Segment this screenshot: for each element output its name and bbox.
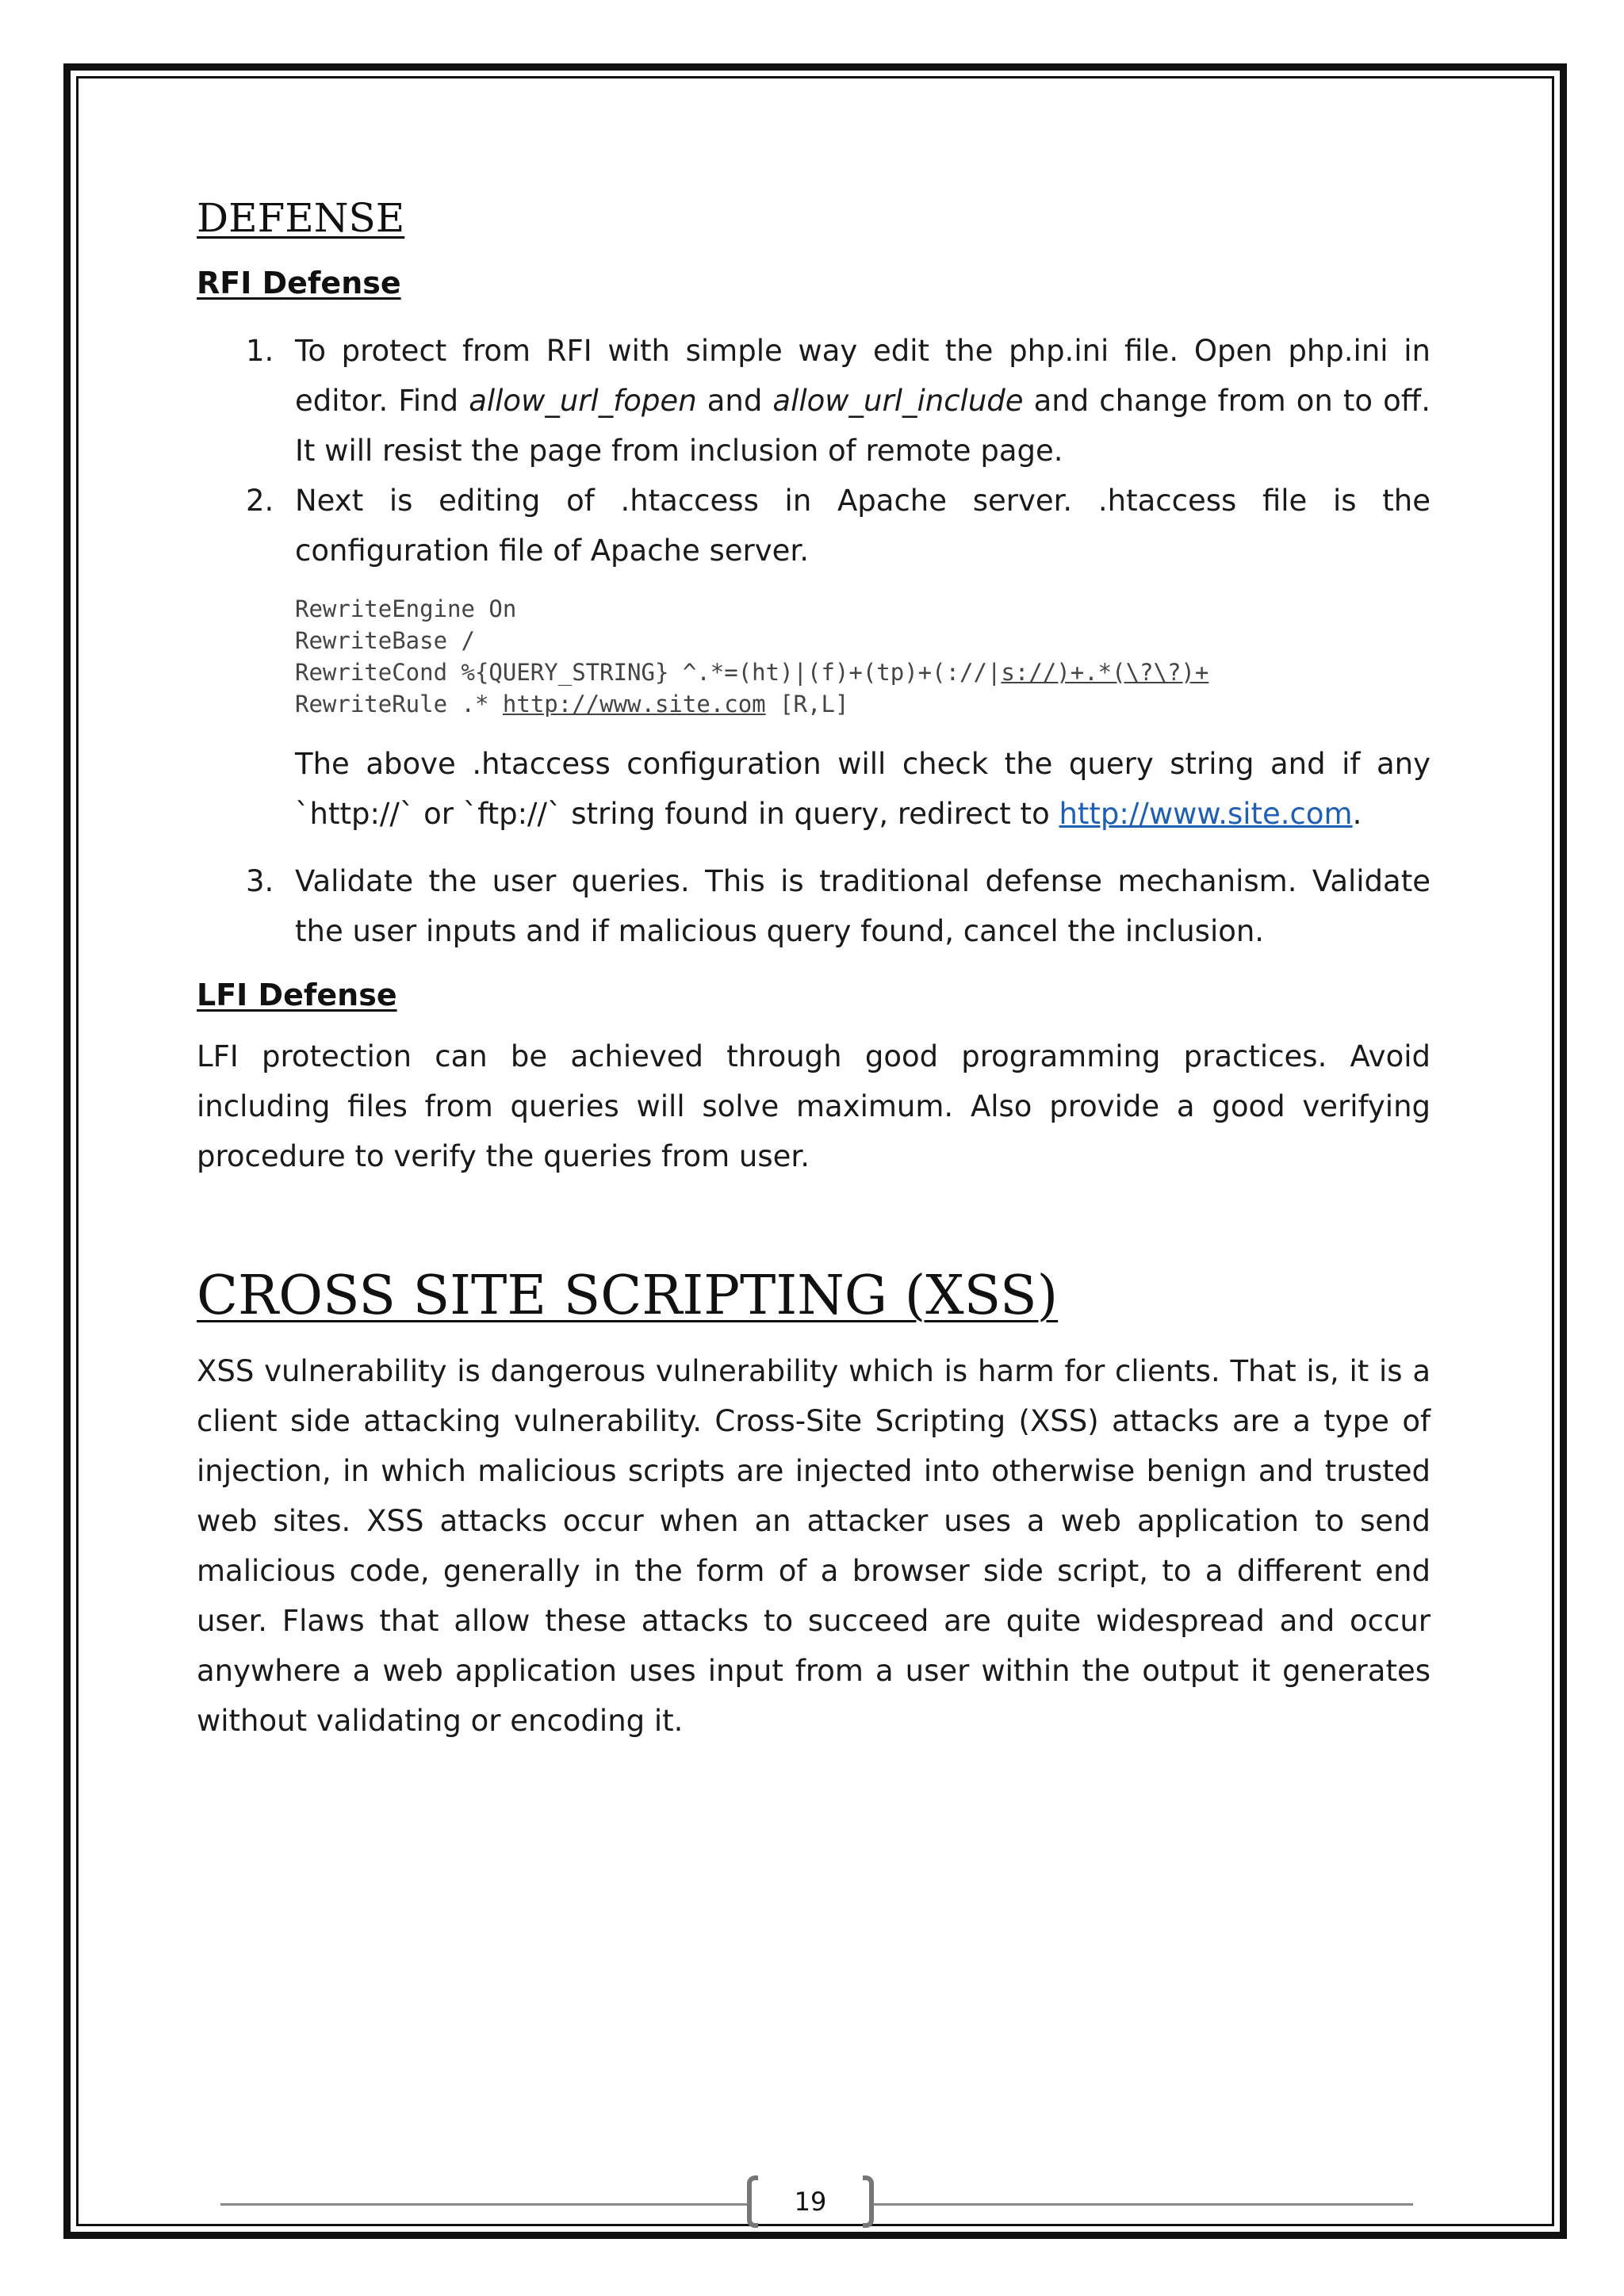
list-item [197,856,1431,956]
htaccess-explanation [295,739,1431,839]
rfi-defense-list [197,326,1431,576]
footer-rule-right [874,2203,1413,2206]
site-link[interactable]: http://www.site.com [1059,797,1353,831]
list-text: Validate the user queries. This is traditional defense mechanism. Validate the user inputs and if malicious query found, cancel the inclusion. [295,864,1431,948]
footer-rule-left [220,2203,747,2206]
setting-name: allow_url_include [772,384,1024,418]
list-text: Next is editing of .htaccess in Apache server. .htaccess file is the configuration file of Apache server. [295,484,1431,568]
page-content [197,190,1431,1746]
list-item [197,326,1431,476]
list-text: and [696,384,773,418]
code-url: http://www.site.com [502,691,766,718]
code-text: RewriteRule .* [295,691,503,718]
xss-paragraph: XSS vulnerability is dangerous vulnerability which is harm for clients. That is, it is a client side attacking vulnerability. Cross-Site Scripting (XSS) attacks are a type of injection, in which malicious scripts are injected into otherwise benign and trusted web sites. XSS attacks occur when an attacker uses a web application to send malicious code, generally in the form of a browser side script, to a different end user. Flaws that allow these attacks to succeed are quite widespread and occur anywhere a web application uses input from a user within the output it generates without validating or encoding it. [197,1354,1431,1738]
code-text: s://)+.*(\?\?)+ [1001,659,1209,686]
list-number: 3. [246,864,274,898]
htaccess-code-block [295,593,1431,720]
list-number: 2. [246,484,274,518]
code-line: RewriteEngine On [295,595,517,622]
code-text: [R,L] [765,691,849,718]
subheading-lfi-defense: LFI Defense [197,978,397,1012]
section-heading-defense: DEFENSE [197,195,405,241]
code-line: RewriteBase / [295,627,475,654]
list-item [197,476,1431,576]
explanation-text: The above .htaccess configuration will check the query string and if any `http://` or `ftp://` string found in query, redirect to [295,747,1431,831]
code-line [295,656,1431,688]
list-number: 1. [246,334,274,368]
section-heading-xss: CROSS SITE SCRIPTING (XSS) [197,1265,1059,1327]
list-text: To protect from RFI with simple way edit the php.ini file. Open php.ini in editor. Find [295,334,1431,418]
rfi-defense-list-continued [197,856,1431,956]
subheading-rfi-defense: RFI Defense [197,266,401,300]
code-text: RewriteCond %{QUERY_STRING} ^.*=(ht)|(f)+(tp)+(://| [295,659,1002,686]
setting-name: allow_url_fopen [469,384,697,418]
explanation-text: . [1352,797,1362,831]
page-number: 19 [794,2187,827,2217]
lfi-paragraph: LFI protection can be achieved through good programming practices. Avoid including files from queries will solve maximum. Also provide a good verifying procedure to verify the queries from user. [197,1039,1431,1173]
list-text: and change from on to off. It will resist the page from inclusion of remote page. [295,384,1431,468]
code-line [295,688,1431,720]
